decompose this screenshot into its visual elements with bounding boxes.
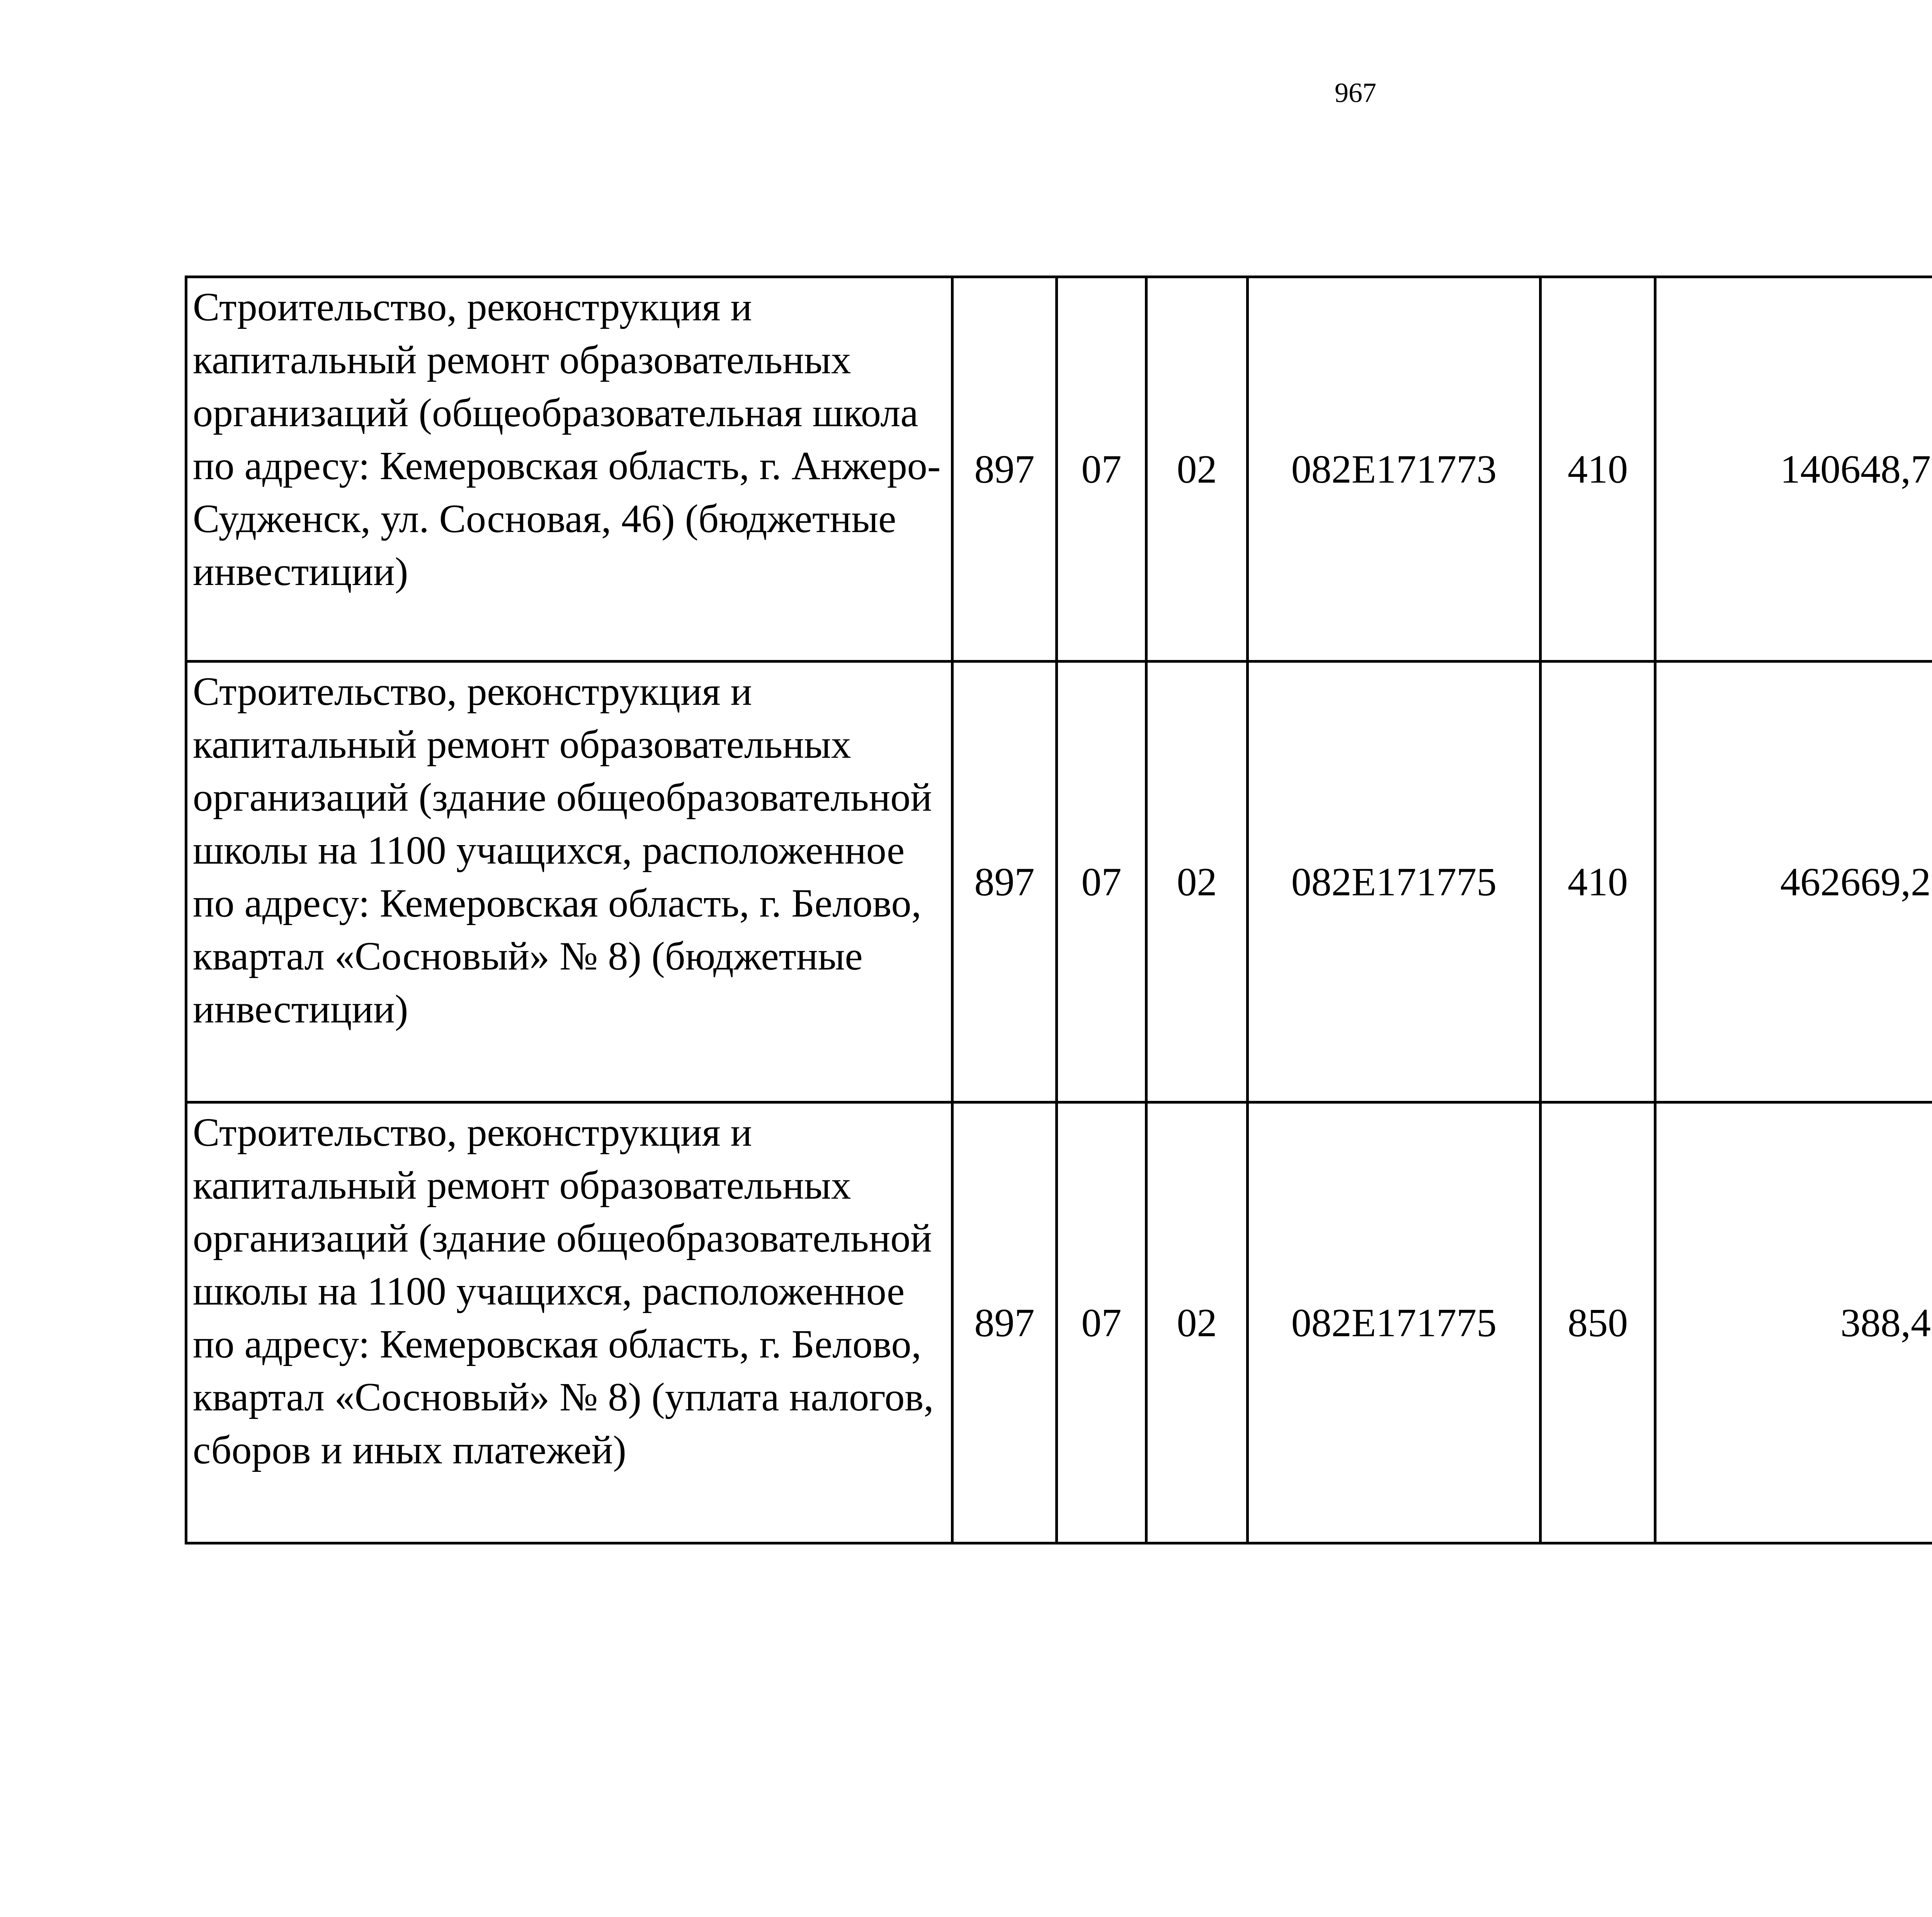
amount-year-1: 388,4 bbox=[1655, 1102, 1932, 1543]
target-article-code: 082Е171775 bbox=[1248, 1102, 1541, 1543]
table-row bbox=[186, 662, 1932, 1102]
target-article-code: 082Е171775 bbox=[1248, 662, 1541, 1102]
expense-type-code: 850 bbox=[1541, 1102, 1655, 1543]
row-description: Строительство, реконструкция и капитальный ремонт образовательных организаций (здание общеобразовательной школы на 1100 учащихся, расположенное по адресу: Кемеровская область, г. Белово, квартал «Сосновый» № 8) (бюджетные инвестиции) bbox=[186, 662, 952, 1102]
section-code: 07 bbox=[1057, 277, 1146, 662]
ministry-code: 897 bbox=[952, 1102, 1057, 1543]
target-article-code: 082Е171773 bbox=[1248, 277, 1541, 662]
subsection-code: 02 bbox=[1146, 662, 1248, 1102]
amount-year-1: 462669,2 bbox=[1655, 662, 1932, 1102]
table-row bbox=[186, 277, 1932, 662]
budget-table bbox=[185, 276, 1932, 1544]
section-code: 07 bbox=[1057, 662, 1146, 1102]
row-description: Строительство, реконструкция и капитальный ремонт образовательных организаций (здание общеобразовательной школы на 1100 учащихся, расположенное по адресу: Кемеровская область, г. Белово, квартал «Сосновый» № 8) (уплата налогов, сборов и иных платежей) bbox=[186, 1102, 952, 1543]
section-code: 07 bbox=[1057, 1102, 1146, 1543]
amount-year-1: 140648,7 bbox=[1655, 277, 1932, 662]
subsection-code: 02 bbox=[1146, 277, 1248, 662]
expense-type-code: 410 bbox=[1541, 277, 1655, 662]
table-row bbox=[186, 1102, 1932, 1543]
ministry-code: 897 bbox=[952, 277, 1057, 662]
ministry-code: 897 bbox=[952, 662, 1057, 1102]
row-description: Строительство, реконструкция и капитальный ремонт образовательных организаций (общеобразовательная школа по адресу: Кемеровская область, г. Анжеро-Судженск, ул. Сосновая, 46) (бюджетные инвестиции) bbox=[186, 277, 952, 662]
subsection-code: 02 bbox=[1146, 1102, 1248, 1543]
page-number: 967 bbox=[1335, 77, 1376, 108]
expense-type-code: 410 bbox=[1541, 662, 1655, 1102]
